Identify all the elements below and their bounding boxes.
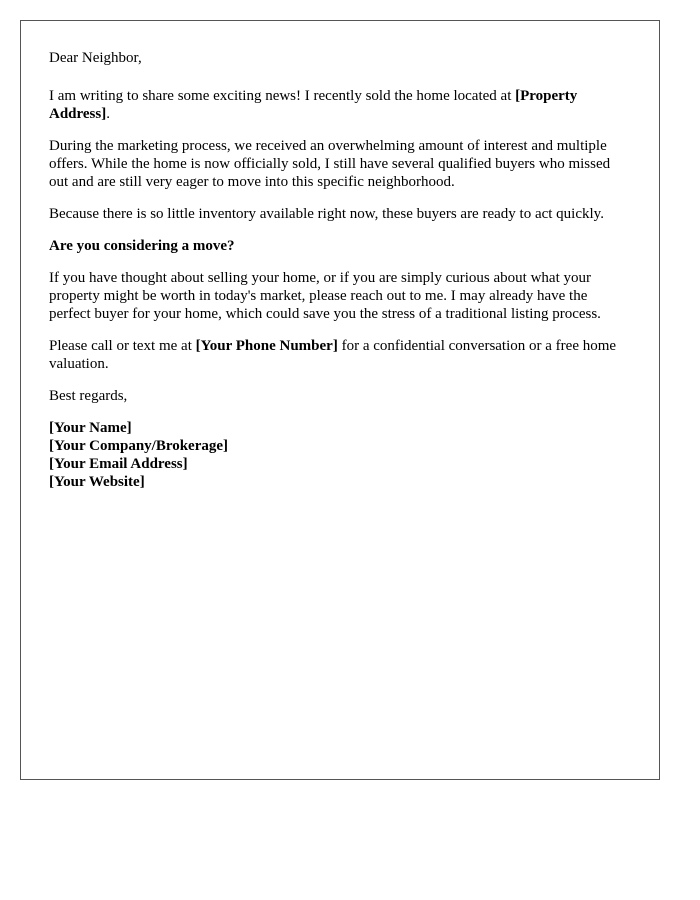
selling-paragraph: If you have thought about selling your home, or if you are simply curious about what your property might be worth in today's market, please reach out to me. I may already have the perfect buyer for your home, which could save you the stress of a traditional listing process. xyxy=(49,270,601,322)
property-address-placeholder: [Property Address] xyxy=(49,88,578,122)
intro-period: . xyxy=(106,106,110,122)
signature-email: [Your Email Address] xyxy=(49,456,188,472)
signature-website: [Your Website] xyxy=(49,474,145,490)
closing: Best regards, xyxy=(49,388,128,404)
letter-page xyxy=(20,20,660,780)
move-heading xyxy=(49,237,631,255)
marketing-paragraph: During the marketing process, we received an overwhelming amount of interest and multiple offers. While the home is now officially sold, I still have several qualified buyers who missed out and are still very eager to move into this specific neighborhood. xyxy=(49,138,611,190)
phone-number-placeholder: [Your Phone Number] xyxy=(195,338,338,354)
greeting: Dear Neighbor, xyxy=(49,50,142,66)
intro-text: I am writing to share some exciting news! I recently sold the home located at xyxy=(49,88,516,104)
intro-paragraph xyxy=(49,87,631,123)
inventory-paragraph: Because there is so little inventory available right now, these buyers are ready to act quickly. xyxy=(49,206,604,222)
signature-name: [Your Name] xyxy=(49,420,132,436)
contact-text: Please call or text me at xyxy=(49,338,196,354)
contact-paragraph xyxy=(49,337,631,373)
contact-text-end: for a confidential conversation or a free home valuation. xyxy=(49,338,617,372)
signature-company: [Your Company/Brokerage] xyxy=(49,438,229,454)
move-heading-text: Are you considering a move? xyxy=(49,238,235,254)
signature-block xyxy=(49,419,631,491)
